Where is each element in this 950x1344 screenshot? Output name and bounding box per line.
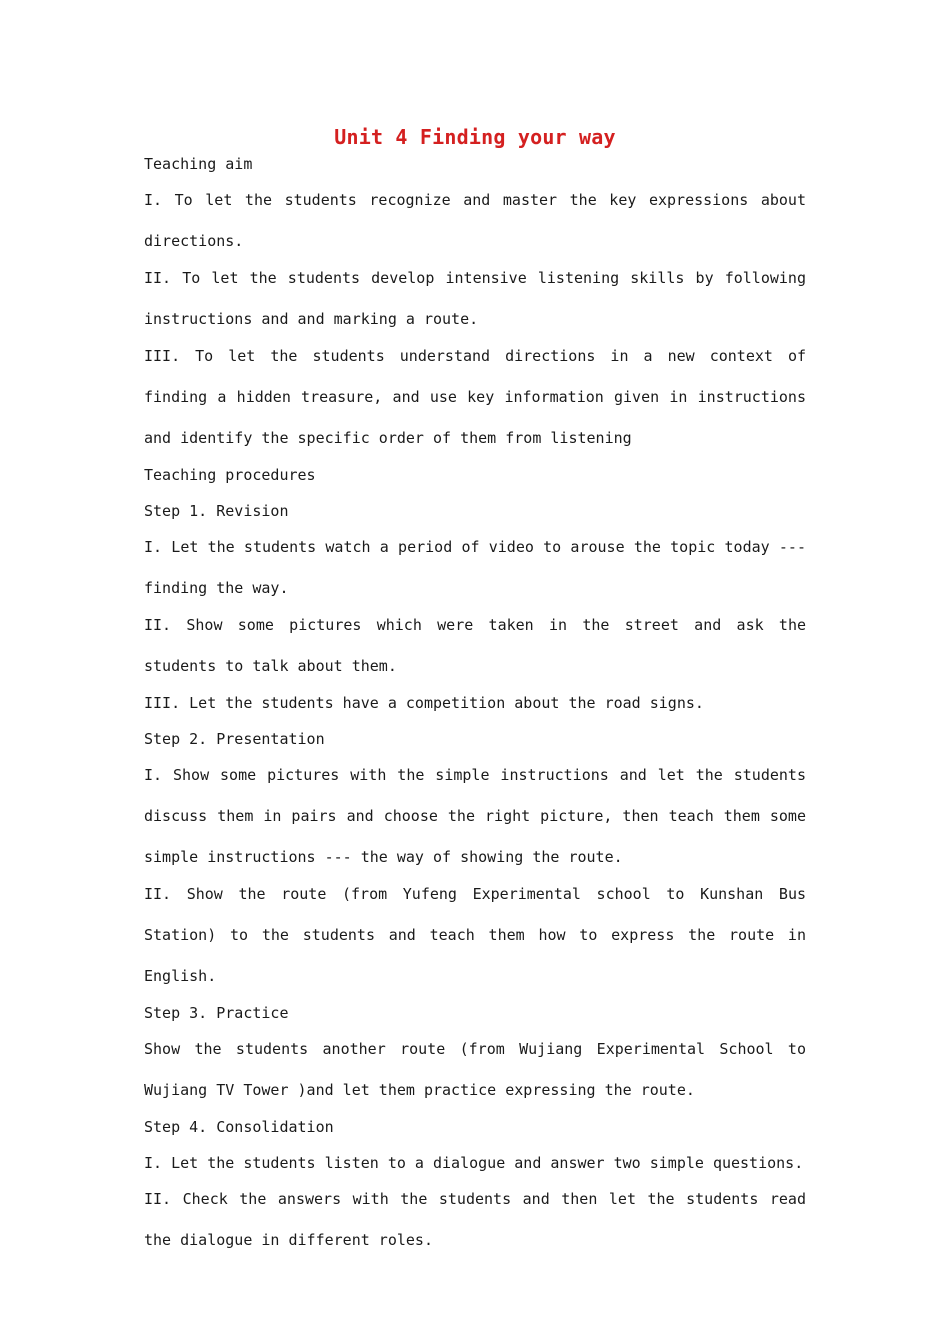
step-1-item-2: II. Show some pictures which were taken in the street and ask the students to talk about them. <box>144 616 806 675</box>
section-heading-teaching-procedures: Teaching procedures <box>144 466 316 484</box>
step-2-heading: Step 2. Presentation <box>144 730 325 748</box>
step-4-item-1: I. Let the students listen to a dialogue and answer two simple questions. <box>144 1154 804 1172</box>
step-3-item-1: Show the students another route (from Wujiang Experimental School to Wujiang TV Tower )and let them practice expressing the route. <box>144 1040 806 1099</box>
step-1-item-3: III. Let the students have a competition about the road signs. <box>144 694 704 712</box>
step-4-item-2: II. Check the answers with the students and then let the students read the dialogue in different roles. <box>144 1190 806 1249</box>
step-4-heading: Step 4. Consolidation <box>144 1118 334 1136</box>
aim-item-1: I. To let the students recognize and master the key expressions about directions. <box>144 191 806 250</box>
step-2-item-1: I. Show some pictures with the simple instructions and let the students discuss them in pairs and choose the right picture, then teach them some simple instructions --- the way of showing the route. <box>144 766 806 866</box>
section-heading-teaching-aim: Teaching aim <box>144 155 253 173</box>
document-page <box>144 122 806 1267</box>
step-2-item-2: II. Show the route (from Yufeng Experimental school to Kunshan Bus Station) to the students and teach them how to express the route in English. <box>144 885 806 985</box>
step-3-heading: Step 3. Practice <box>144 1004 289 1022</box>
document-title: Unit 4 Finding your way <box>334 125 616 149</box>
aim-item-3: III. To let the students understand directions in a new context of finding a hidden treasure, and use key information given in instructions and identify the specific order of them from listening <box>144 347 806 447</box>
step-1-heading: Step 1. Revision <box>144 502 289 520</box>
aim-item-2: II. To let the students develop intensive listening skills by following instructions and and marking a route. <box>144 269 806 328</box>
step-1-item-1: I. Let the students watch a period of video to arouse the topic today --- finding the way. <box>144 538 806 597</box>
